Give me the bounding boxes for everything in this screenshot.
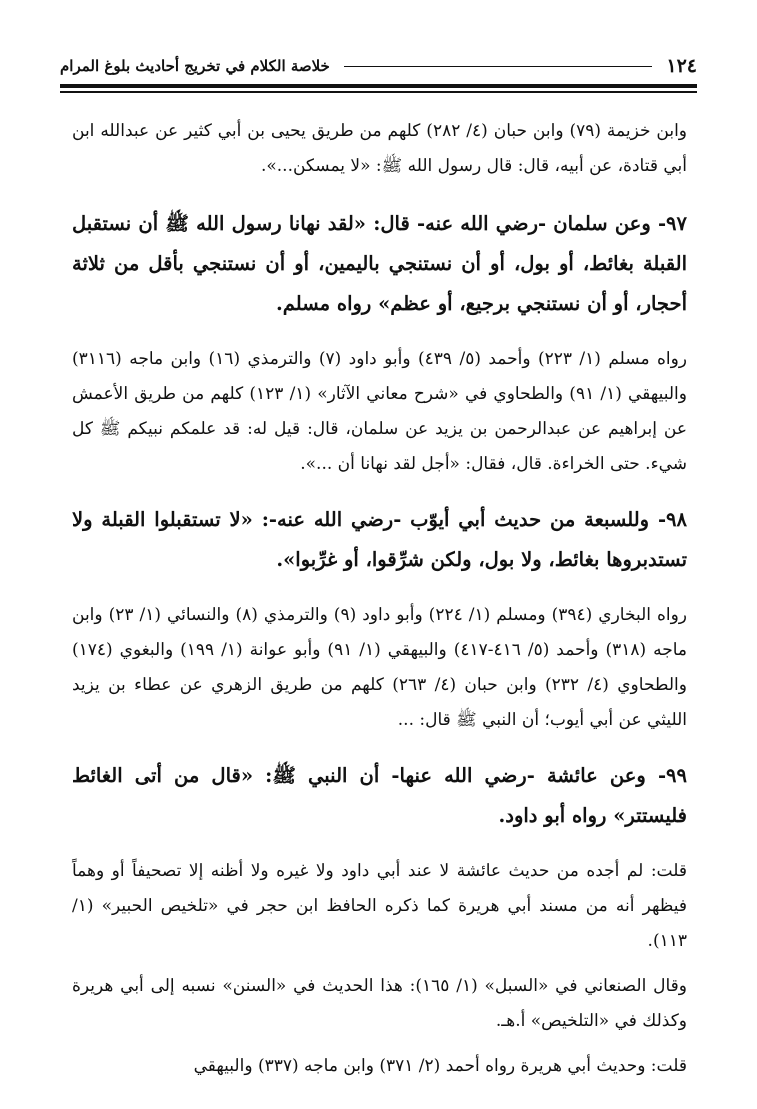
header-thick-rule [60, 84, 697, 88]
comment-99: قلت: لم أجده من حديث عائشة لا عند أبي داود ولا غيره ولا أظنه إلا تصحيفاً أو وهماً فيظهر أنه من مسند أبي هريرة كما ذكره الحافظ ابن حجر في «تلخيص الحبير» (١/ ١١٣). [72, 861, 687, 951]
header-line [344, 66, 653, 67]
page-number: ١٢٤ [666, 55, 697, 77]
hadith-99: ٩٩- وعن عائشة -رضي الله عنها- أن النبي ﷺ: «قال من أتى الغائط فليستتر» رواه أبو داود. [72, 764, 687, 827]
hadith-97: ٩٧- وعن سلمان -رضي الله عنه- قال: «لقد نهانا رسول الله ﷺ أن نستقبل القبلة بغائط، أو بول، أو أن نستنجي باليمين، أو أن نستنجي بأقل من ثلاثة أحجار، أو أن نستنجي برجيع، أو عظم» رواه مسلم. [72, 212, 687, 315]
hadith-98: ٩٨- وللسبعة من حديث أبي أيوّب -رضي الله عنه-: «لا تستقبلوا القبلة ولا تستدبروها بغائط، ولا بول، ولكن شرِّقوا، أو غرِّبوا». [72, 508, 687, 571]
comment-sanani: وقال الصنعاني في «السبل» (١/ ١٦٥): هذا الحديث في «السنن» نسبه إلى أبي هريرة وكذلك في «التلخيص» أ.هـ. [72, 976, 687, 1031]
paragraph-takhrij-continued: وابن خزيمة (٧٩) وابن حبان (٤/ ٢٨٢) كلهم من طريق يحيى بن أبي كثير عن عبدالله ابن أبي قتادة، عن أبيه، قال: قال رسول الله ﷺ: «لا يمسكن...». [72, 121, 688, 176]
comment-abu-hurayra: قلت: وحديث أبي هريرة رواه أحمد (٢/ ٣٧١) وابن ماجه (٣٣٧) والبيهقي [193, 1056, 687, 1076]
takhrij-97: رواه مسلم (١/ ٢٢٣) وأحمد (٥/ ٤٣٩) وأبو داود (٧) والترمذي (١٦) وابن ماجه (٣١١٦) والبيهقي (١/ ٩١) والطحاوي في «شرح معاني الآثار» (١/ ١٢٣) كلهم من طريق الأعمش عن إبراهيم عن عبدالرحمن بن يزيد عن سلمان، قال: قيل له: قد علمكم نبيكم ﷺ كل شيء. حتى الخراءة. قال، فقال: «أجل لقد نهانا أن ...». [72, 349, 688, 474]
running-header [60, 52, 697, 80]
page-body [72, 114, 687, 1084]
takhrij-98: رواه البخاري (٣٩٤) ومسلم (١/ ٢٢٤) وأبو داود (٩) والترمذي (٨) والنسائي (١/ ٢٣) وابن ماجه (٣١٨) وأحمد (٥/ ٤١٦-٤١٧) والبيهقي (١/ ٩١) وأبو عوانة (١/ ١٩٩) والبغوي (١٧٤) والطحاوي (٤/ ٢٣٢) وابن حبان (٤/ ٢٦٣) كلهم من طريق الزهري عن عطاء بن يزيد الليثي عن أبي أيوب؛ أن النبي ﷺ قال: ... [72, 605, 688, 730]
book-title: خلاصة الكلام في تخريج أحاديث بلوغ المرام [60, 57, 330, 75]
header-thin-rule [60, 91, 697, 93]
